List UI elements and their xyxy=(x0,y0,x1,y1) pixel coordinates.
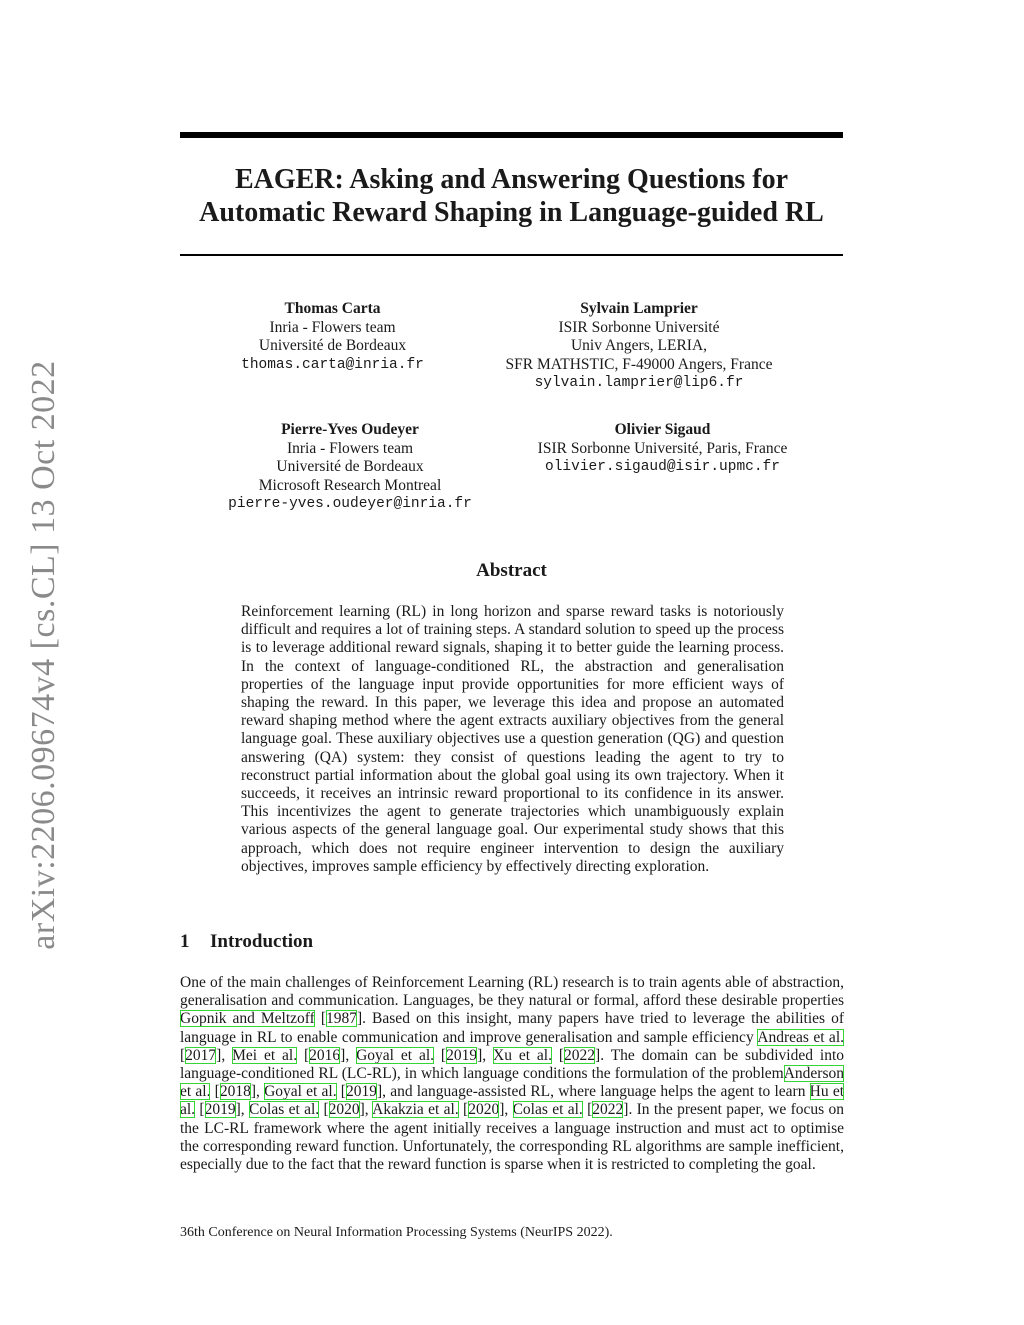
intro-text: [ xyxy=(458,1101,469,1119)
abstract-text: Reinforcement learning (RL) in long horizon and sparse reward tasks is notoriously difficult and requires a lot of training steps. A standard solution to speed up the process is to leverage additional reward signals, shaping it to better guide the learning process. In the context of language-conditioned RL, the abstraction and generalisation properties of the language input provide opportunities for more efficient ways of shaping the reward. In this paper, we leverage this idea and propose an automated reward shaping method where the agent extracts auxiliary objectives from the general language goal. These auxiliary objectives use a question generation (QG) and question answering (QA) system: they consist of questions leading the agent to try to reconstruct partial information about the global goal using its own trajectory. When it succeeds, it receives an intrinsic reward proportional to its confidence in its answer. This incentivizes the agent to generate trajectories which unambiguously explain various aspects of the general language goal. Our experimental study shows that this approach, which does not require engineer intervention to design the auxiliary objectives, improves sample efficiency by effectively directing exploration. xyxy=(241,603,784,875)
citation-link[interactable]: Hu et al. xyxy=(180,1083,845,1119)
title-bottom-rule xyxy=(180,254,843,256)
intro-text: ], xyxy=(359,1101,373,1119)
author-email: pierre-yves.oudeyer@inria.fr xyxy=(228,496,472,512)
citation-year-link[interactable]: 2016 xyxy=(309,1046,341,1064)
author-affiliation: ISIR Sorbonne Université xyxy=(558,318,720,336)
citation-link[interactable]: Mei et al. xyxy=(232,1046,298,1064)
intro-text: ], xyxy=(216,1046,233,1064)
intro-text: [ xyxy=(297,1046,310,1064)
title-top-rule xyxy=(180,132,843,138)
intro-text: ], xyxy=(499,1101,513,1119)
title-line-1: EAGER: Asking and Answering Questions for xyxy=(234,164,789,195)
citation-link[interactable]: Goyal et al. xyxy=(356,1046,435,1064)
citation-year-link[interactable]: 2020 xyxy=(468,1101,500,1119)
arxiv-identifier: arXiv:2206.09674v4 [cs.CL] 13 Oct 2022 xyxy=(25,360,62,950)
citation-year-link[interactable]: 2019 xyxy=(204,1101,236,1119)
citation-year-link[interactable]: 1987 xyxy=(326,1010,358,1028)
author-affiliation: Inria - Flowers team xyxy=(269,318,396,336)
intro-text: ], xyxy=(250,1083,265,1101)
citation-link[interactable]: Colas et al. xyxy=(248,1101,320,1119)
intro-text: [ xyxy=(582,1101,593,1119)
author-block-sigaud xyxy=(505,421,820,477)
section-number: 1 xyxy=(180,931,190,952)
citation-year-link[interactable]: 2019 xyxy=(446,1046,478,1064)
intro-text: [ xyxy=(434,1046,447,1064)
intro-text: ]. The domain can be subdivided into language-conditioned RL (LC-RL), in which language conditions the formulation of the problem xyxy=(180,1046,844,1083)
author-block-carta xyxy=(200,300,465,374)
author-block-oudeyer xyxy=(210,421,490,514)
citation-link[interactable]: Xu et al. xyxy=(493,1046,552,1064)
intro-text: [ xyxy=(210,1083,220,1101)
intro-text: ], and language-assisted RL, where language helps the agent to learn xyxy=(376,1083,810,1101)
intro-text: One of the main challenges of Reinforcement Learning (RL) research is to train agents able of abstraction, generalisation and communication. Languages, be they natural or formal, afford these desirable properties xyxy=(180,974,844,1010)
intro-text: [ xyxy=(319,1101,329,1119)
section-title: Introduction xyxy=(210,931,314,952)
intro-text: ]. In the present paper, we focus on the LC-RL framework where the agent initially receives a language instruction and must act to optimise the corresponding reward function. Unfortunately, the corresponding RL algorithms are sample inefficient, especially due to the fact that the reward function is sparse when it is restricted to completing the goal. xyxy=(180,1101,845,1174)
citation-year-link[interactable]: 2018 xyxy=(219,1083,251,1101)
author-block-lamprier xyxy=(480,300,798,393)
intro-text: [ xyxy=(336,1083,346,1101)
author-email: olivier.sigaud@isir.upmc.fr xyxy=(545,459,780,475)
intro-text: [ xyxy=(314,1010,327,1028)
author-affiliation: Université de Bordeaux xyxy=(276,458,424,475)
intro-text: [ xyxy=(180,1046,186,1064)
author-email: sylvain.lamprier@lip6.fr xyxy=(534,375,744,391)
citation-link[interactable]: Andreas et al. xyxy=(757,1028,844,1046)
paper-title xyxy=(180,163,843,229)
abstract-heading: Abstract xyxy=(476,560,547,581)
author-affiliation: ISIR Sorbonne Université, Paris, France xyxy=(537,439,788,457)
author-name: Olivier Sigaud xyxy=(614,421,711,438)
author-affiliation: Microsoft Research Montreal xyxy=(258,476,442,494)
citation-link[interactable]: Goyal et al. xyxy=(264,1083,337,1101)
intro-text: [ xyxy=(195,1101,205,1119)
citation-year-link[interactable]: 2020 xyxy=(328,1101,360,1119)
author-affiliation: Inria - Flowers team xyxy=(286,439,414,457)
intro-text: ], xyxy=(340,1046,357,1064)
author-affiliation: SFR MATHSTIC, F-49000 Angers, France xyxy=(505,355,773,373)
conference-footnote: 36th Conference on Neural Information Processing Systems (NeurIPS 2022). xyxy=(180,1225,613,1240)
author-affiliation: Université de Bordeaux xyxy=(258,337,407,354)
author-email: thomas.carta@inria.fr xyxy=(241,356,424,373)
author-affiliation: Univ Angers, LERIA, xyxy=(570,337,708,354)
citation-year-link[interactable]: 2022 xyxy=(592,1101,624,1119)
citation-link[interactable]: Colas et al. xyxy=(512,1101,583,1119)
citation-year-link[interactable]: 2017 xyxy=(185,1046,217,1064)
intro-text: ], xyxy=(235,1101,249,1119)
title-line-2: Automatic Reward Shaping in Language-guided RL xyxy=(199,197,824,228)
intro-text: ], xyxy=(477,1046,494,1064)
author-name: Thomas Carta xyxy=(284,300,381,317)
introduction-paragraph xyxy=(180,974,844,1174)
author-name: Pierre-Yves Oudeyer xyxy=(281,421,419,438)
intro-text: ]. Based on this insight, many papers have tried to leverage the abilities of language in RL to enable communication and improve generalisation and sample efficiency xyxy=(180,1010,844,1046)
citation-link[interactable]: Gopnik and Meltzoff xyxy=(180,1010,315,1028)
citation-year-link[interactable]: 2019 xyxy=(345,1083,377,1101)
citation-link[interactable]: Akakzia et al. xyxy=(372,1101,459,1119)
author-name: Sylvain Lamprier xyxy=(580,300,698,317)
citation-link[interactable]: Anderson et al. xyxy=(180,1065,844,1101)
citation-year-link[interactable]: 2022 xyxy=(564,1046,596,1064)
intro-text: [ xyxy=(551,1046,565,1064)
section-heading-introduction xyxy=(180,931,313,953)
